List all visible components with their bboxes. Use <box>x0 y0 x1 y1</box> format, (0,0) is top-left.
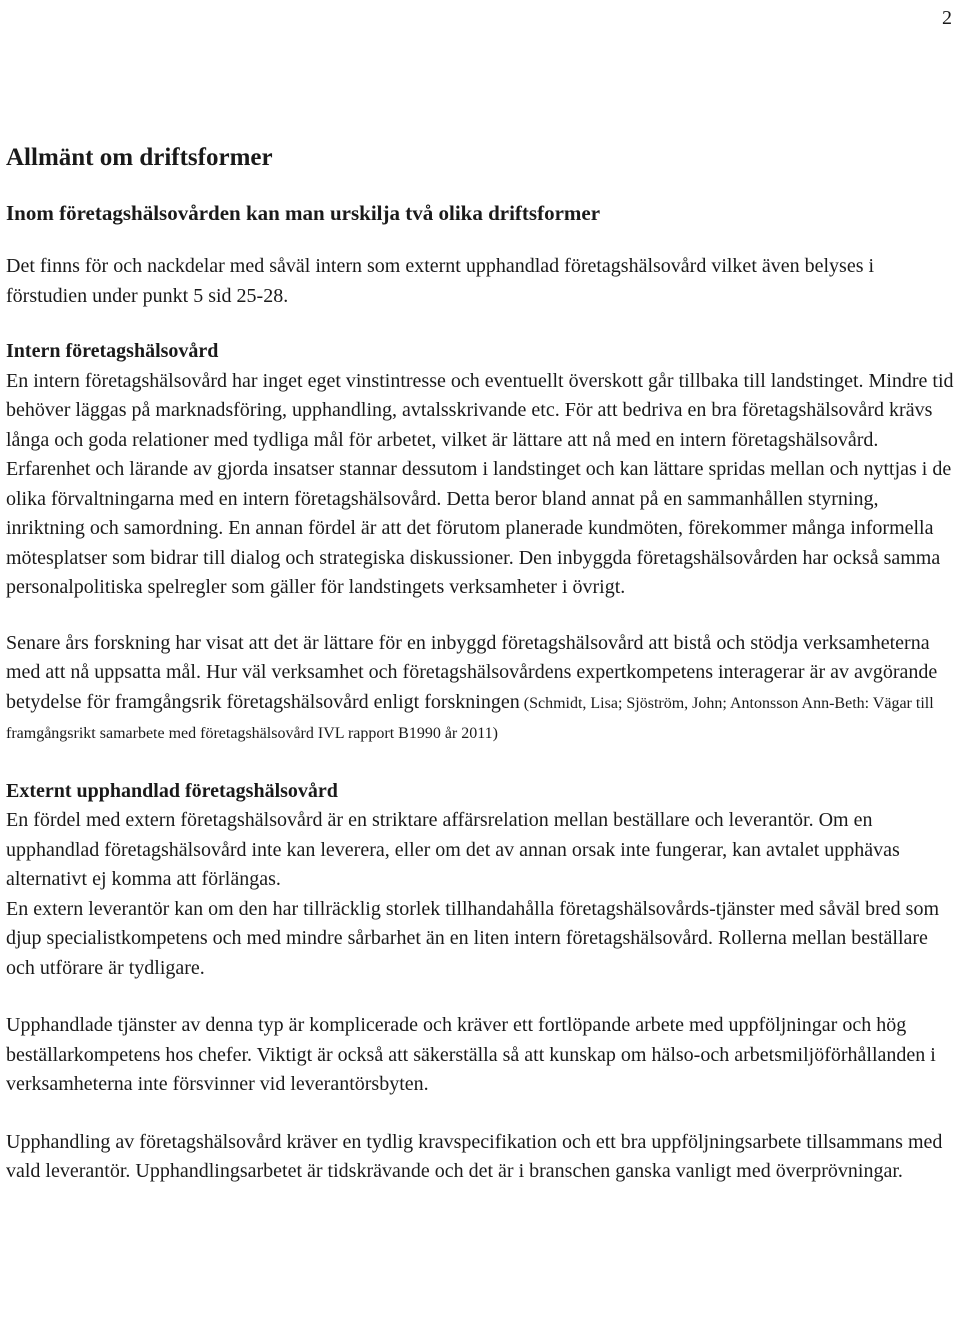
upphandlade-paragraph: Upphandlade tjänster av denna typ är komplicerade och kräver ett fortlöpande arbete med uppföljningar och hög beställarkompetens hos chefer. Viktigt är också att säkerställa så att kunskap om hälso-och arbetsmiljöförhållanden i verksamheterna inte försvinner vid leverantörsbyten. <box>6 1014 936 1095</box>
intern-paragraph: En intern företagshälsovård har inget eget vinstintresse och eventuellt överskott går tillbaka till landstinget. Mindre tid behöver läggas på marknadsföring, upphandling, avtalsskrivande etc. För att bedriva en bra företagshälsovård krävs långa och goda relationer med tydliga mål för arbetet, vilket är lättare att nå med en intern företagshälsovård. Erfarenhet och lärande av gjorda insatser stannar dessutom i landstinget och kan lättare spridas mellan och nyttjas i de olika förvaltningarna med en intern företagshälsovård. Detta beror bland annat på en sammanhållen styrning, inriktning och samordning. En annan fördel är att det förutom planerade kundmöten, förekommer många informella mötesplatser som bidrar till dialog och strategiska diskussioner. Den inbyggda företagshälsovården har också samma personalpolitiska spelregler som gäller för landstingets verksamheter i övrigt. <box>6 369 954 598</box>
extern-paragraph-2: En extern leverantör kan om den har tillräcklig storlek tillhandahålla företagshälsovårds-tjänster med såväl bred som djup specialistkompetens och med mindre sårbarhet än en liten intern företagshälsovård. Rollerna mellan beställare och utförare är tydligare. <box>6 897 940 979</box>
research-paragraph <box>6 629 954 749</box>
section-subtitle: Inom företagshälsovården kan man urskilja två olika driftsformer <box>6 201 601 225</box>
research-text: Senare års forskning har visat att det är lättare för en inbyggd företagshälsovård att bistå och stödja verksamheterna med att nå uppsatta mål. Hur väl verksamhet och företagshälsovårdens expertkompetens interagerar är av avgörande betydelse för framgångsrik företagshälsovård enligt forskningen <box>6 631 938 713</box>
intro-paragraph: Det finns för och nackdelar med såväl intern som externt upphandlad företagshälsovård vilket även belyses i förstudien under punkt 5 sid 25-28. <box>6 255 875 307</box>
upphandling-paragraph: Upphandling av företagshälsovård kräver en tydlig kravspecifikation och ett bra uppföljningsarbete tillsammans med vald leverantör. Upphandlingsarbetet är tidskrävande och det är i branschen ganska vanligt med överprövningar. <box>6 1130 943 1182</box>
research-citation: (Schmidt, Lisa; Sjöström, John; Antonsson Ann-Beth: Vägar till framgångsrikt samarbete med företagshälsovård IVL rapport B1990 år 2011) <box>6 694 934 742</box>
extern-paragraph-1: En fördel med extern företagshälsovård är en striktare affärsrelation mellan beställare och leverantör. Om en upphandlad företagshälsovård inte kan leverera, eller om det av annan orsak inte fungerar, kan avtalet upphävas alternativt ej komma att förlängas. <box>6 809 900 890</box>
intern-heading: Intern företagshälsovård <box>6 340 219 362</box>
document-title: Allmänt om driftsformer <box>6 144 273 171</box>
extern-section <box>6 777 954 984</box>
intern-section <box>6 337 954 603</box>
extern-heading: Externt upphandlad företagshälsovård <box>6 779 338 802</box>
document-body <box>6 140 954 1187</box>
page-number: 2 <box>942 7 952 29</box>
